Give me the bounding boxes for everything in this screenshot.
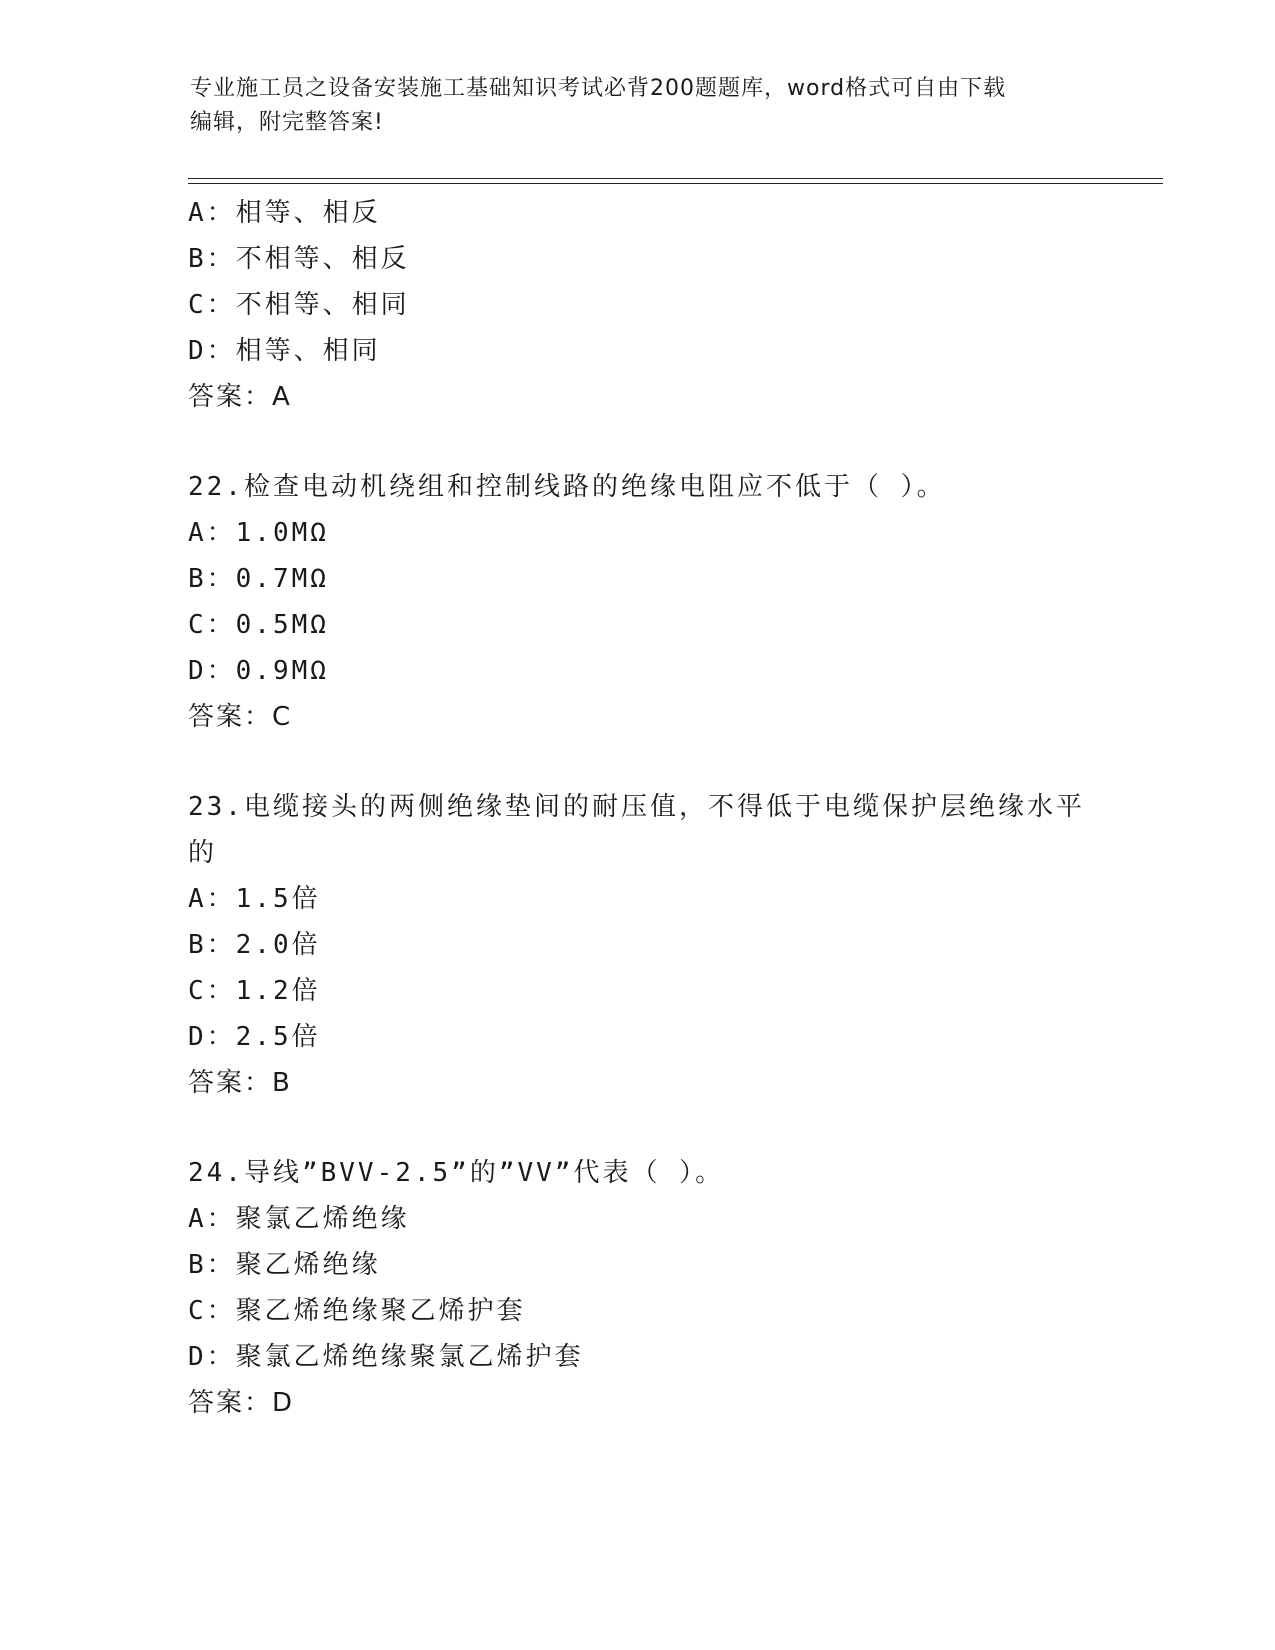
- option-b: B：0.7MΩ: [188, 564, 329, 594]
- option-a: A：聚氯乙烯绝缘: [188, 1204, 410, 1234]
- question-list: [188, 190, 1088, 1426]
- answer-line: 答案：C: [188, 702, 293, 732]
- answer-line: 答案：B: [188, 1068, 292, 1098]
- question-stem: 22.检查电动机绕组和控制线路的绝缘电阻应不低于（ ）。: [188, 472, 946, 502]
- option-a: A：1.0MΩ: [188, 518, 329, 548]
- option-d: D：2.5倍: [188, 1022, 321, 1052]
- option-d: D：0.9MΩ: [188, 656, 329, 686]
- question-stem-line1: 23.电缆接头的两侧绝缘垫间的耐压值，不得低于电缆保护层绝缘水平: [188, 792, 1085, 822]
- answer-line: 答案：D: [188, 1388, 295, 1418]
- option-a: A：相等、相反: [188, 198, 381, 228]
- option-b: B：2.0倍: [188, 930, 321, 960]
- option-c: C：聚乙烯绝缘聚乙烯护套: [188, 1296, 526, 1326]
- question-23: [188, 784, 1088, 1106]
- option-c: C：不相等、相同: [188, 290, 410, 320]
- question-21: [188, 190, 1088, 420]
- document-header: [190, 72, 1090, 140]
- option-d: D：聚氯乙烯绝缘聚氯乙烯护套: [188, 1342, 584, 1372]
- question-24: [188, 1150, 1088, 1426]
- option-d: D：相等、相同: [188, 336, 381, 366]
- option-b: B：聚乙烯绝缘: [188, 1250, 381, 1280]
- option-b: B：不相等、相反: [188, 244, 410, 274]
- answer-line: 答案：A: [188, 382, 292, 412]
- question-22: [188, 464, 1088, 740]
- option-c: C：1.2倍: [188, 976, 321, 1006]
- option-c: C：0.5MΩ: [188, 610, 329, 640]
- header-title-line2: 编辑，附完整答案!: [190, 110, 384, 135]
- header-title-line1: 专业施工员之设备安装施工基础知识考试必背200题题库，word格式可自由下载: [190, 76, 1007, 101]
- question-stem-line2: 的: [188, 838, 218, 868]
- question-stem: 24.导线”BVV-2.5”的”VV”代表（ ）。: [188, 1158, 725, 1188]
- option-a: A：1.5倍: [188, 884, 321, 914]
- header-divider: [188, 178, 1163, 184]
